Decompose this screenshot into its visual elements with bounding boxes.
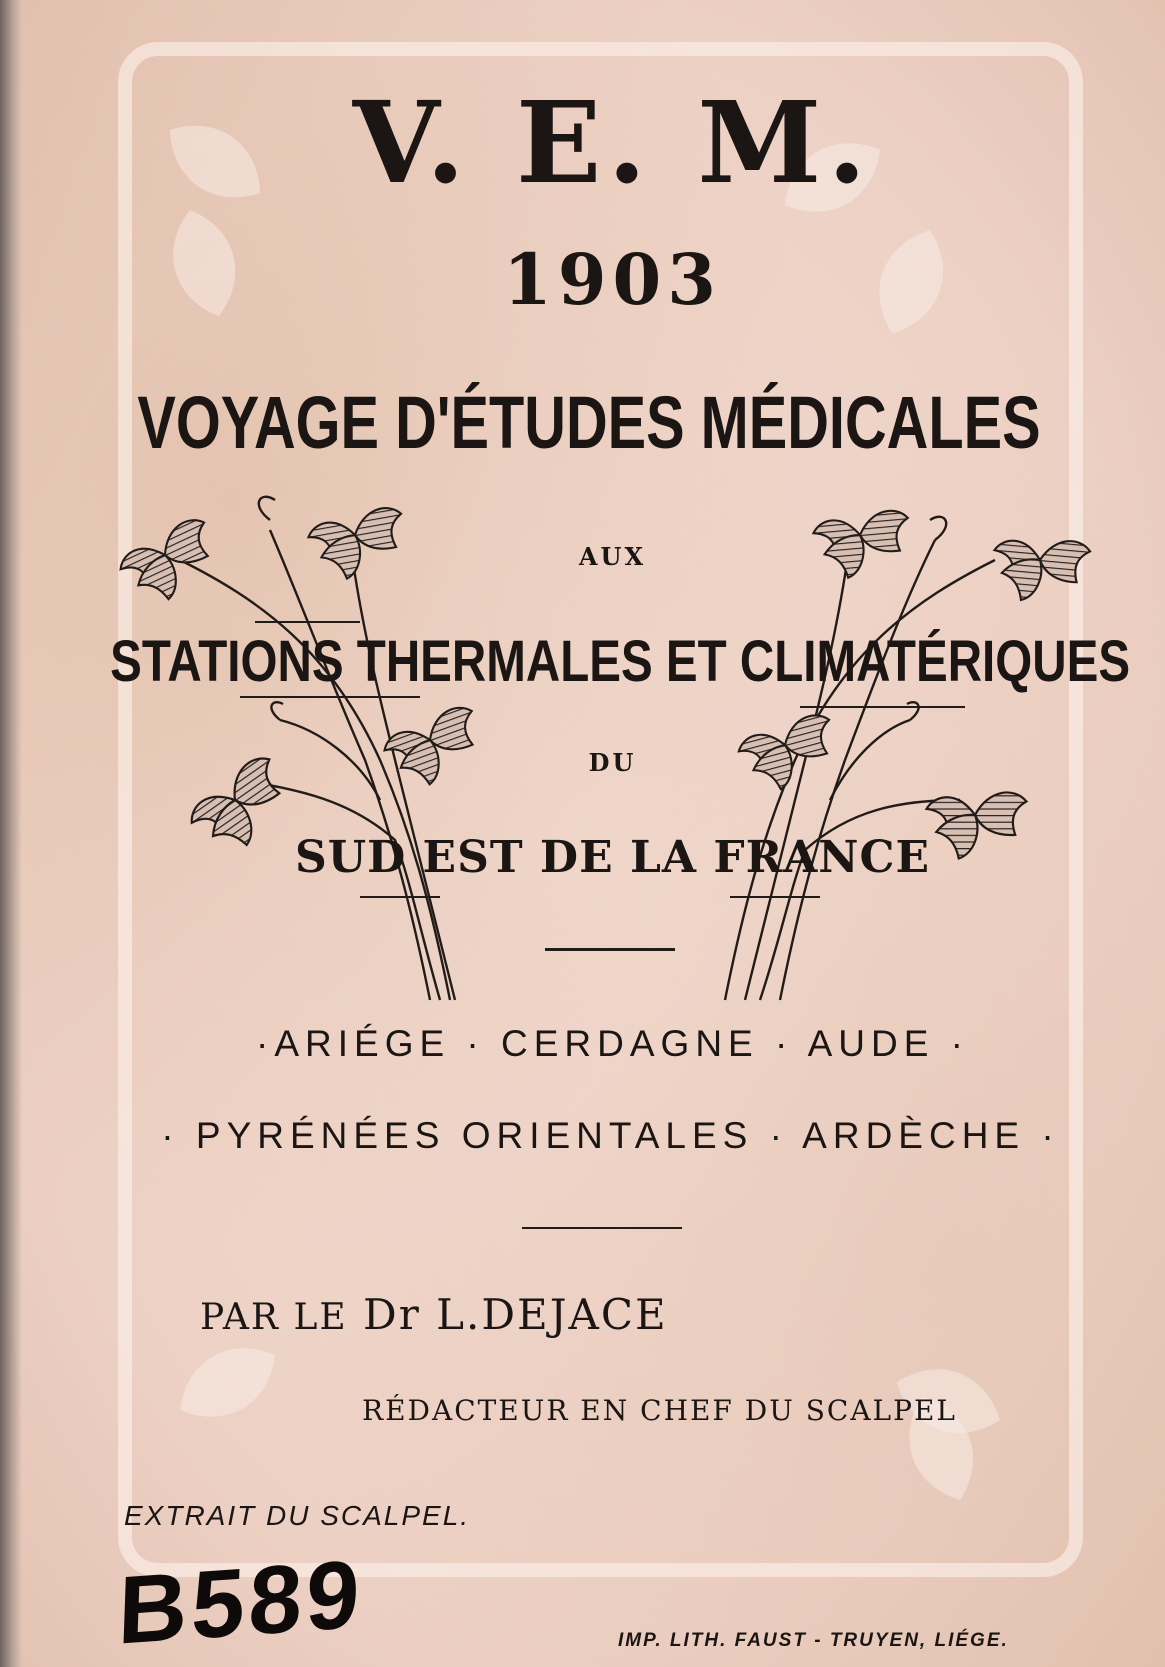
regions-line-1: ·ARIÉGE · CERDAGNE · AUDE ·	[256, 1023, 969, 1064]
book-subject: STATIONS THERMALES ET CLIMATÉRIQUES	[110, 629, 1131, 694]
extract-note: EXTRAIT DU SCALPEL.	[124, 1500, 471, 1531]
publication-year: 1903	[503, 238, 722, 321]
divider-rule	[545, 948, 675, 951]
printer-imprint: IMP. LITH. FAUST - TRUYEN, LIÉGE.	[618, 1630, 1009, 1651]
divider-rule	[522, 1227, 682, 1229]
author-line	[200, 1290, 668, 1339]
connector-aux: AUX	[578, 542, 647, 571]
author-prefix: PAR LE	[200, 1297, 348, 1338]
book-title: VOYAGE D'ÉTUDES MÉDICALES	[137, 381, 1041, 464]
author-name: Dr L.DEJACE	[363, 1290, 668, 1339]
series-initials: V. E. M.	[352, 78, 873, 209]
region-title: SUD EST DE LA FRANCE	[294, 832, 931, 883]
connector-du: DU	[588, 748, 637, 777]
handwritten-shelfmark: B589	[116, 1540, 366, 1665]
regions-line-2: · PYRÉNÉES ORIENTALES · ARDÈCHE ·	[161, 1115, 1060, 1156]
author-role: RÉDACTEUR EN CHEF DU SCALPEL	[362, 1394, 957, 1427]
